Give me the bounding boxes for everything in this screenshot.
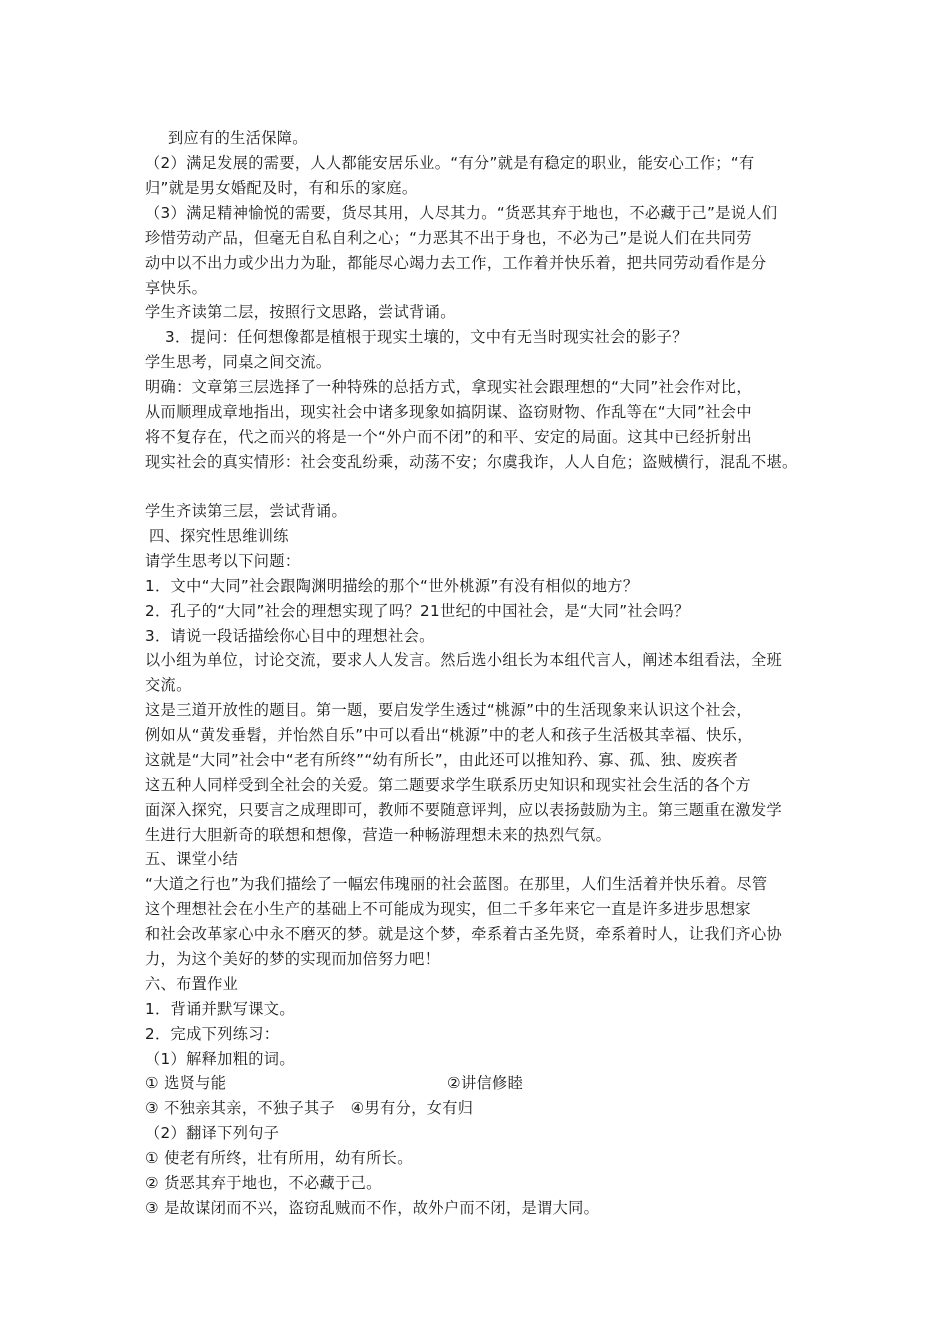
text-line: （3）满足精神愉悦的需要，货尽其用，人尽其力。“货恶其弃于地也，不必藏于己”是说人们 — [145, 204, 778, 222]
text-line: （1）解释加粗的词。 — [145, 1050, 295, 1068]
text-line: 这五种人同样受到全社会的关爱。第二题要求学生联系历史知识和现实社会生活的各个方 — [145, 776, 751, 794]
text-line: 和社会改革家心中永不磨灭的梦。就是这个梦，牵系着古圣先贤，牵系着时人，让我们齐心协 — [145, 925, 783, 943]
text-line: 到应有的生活保障。 — [168, 129, 308, 147]
text-line: 请学生思考以下问题： — [145, 552, 301, 570]
text-line: 面深入探究，只要言之成理即可，教师不要随意评判，应以表扬鼓励为主。第三题重在激发学 — [145, 801, 783, 819]
section-heading: 五、课堂小结 — [145, 850, 239, 868]
text-line: 归”就是男女婚配及时，有和乐的家庭。 — [145, 179, 418, 197]
exercise-item: ③ 不独亲其亲，不独子其子 ④男有分，女有归 — [145, 1099, 474, 1117]
text-line: 3．提问：任何想像都是植根于现实土壤的，文中有无当时现实社会的影子？ — [165, 328, 688, 346]
text-line: 这就是“大同”社会中“老有所终”“幼有所长”，由此还可以推知矜、寡、孤、独、废疾者 — [145, 751, 739, 769]
exercise-item: ① 使老有所终，壮有所用，幼有所长。 — [145, 1149, 413, 1167]
text-line: 交流。 — [145, 676, 192, 694]
section-heading: 六、布置作业 — [145, 975, 239, 993]
text-line: （2）满足发展的需要，人人都能安居乐业。“有分”就是有稳定的职业，能安心工作；“有 — [145, 154, 755, 172]
exercise-item: ② 货恶其弃于地也，不必藏于己。 — [145, 1174, 382, 1192]
text-line: 从而顺理成章地指出，现实社会中诸多现象如搞阴谋、盗窃财物、作乱等在“大同”社会中 — [145, 403, 752, 421]
exercise-item: ②讲信修睦 — [447, 1074, 524, 1092]
text-line: 力，为这个美好的梦的实现而加倍努力吧！ — [145, 950, 441, 968]
text-line: 这是三道开放性的题目。第一题，要启发学生透过“桃源”中的生活现象来认识这个社会， — [145, 701, 752, 719]
text-line: 享快乐。 — [145, 279, 208, 297]
text-line: 明确：文章第三层选择了一种特殊的总括方式，拿现实社会跟理想的“大同”社会作对比， — [145, 378, 752, 396]
text-line: 以小组为单位，讨论交流，要求人人发言。然后选小组长为本组代言人，阐述本组看法，全班 — [145, 651, 783, 669]
text-line: 学生思考，同桌之间交流。 — [145, 353, 332, 371]
text-line: 2．完成下列练习： — [145, 1025, 280, 1043]
text-line: “大道之行也”为我们描绘了一幅宏伟瑰丽的社会蓝图。在那里，人们生活着并快乐着。尽管 — [145, 875, 768, 893]
text-line: 生进行大胆新奇的联想和想像，营造一种畅游理想未来的热烈气氛。 — [145, 826, 612, 844]
text-line: 将不复存在，代之而兴的将是一个“外户而不闭”的和平、安定的局面。这其中已经折射出 — [145, 428, 752, 446]
text-line: 学生齐读第二层，按照行文思路，尝试背诵。 — [145, 303, 456, 321]
text-line: 学生齐读第三层，尝试背诵。 — [145, 502, 347, 520]
exercise-item: ③ 是故谋闭而不兴，盗窃乱贼而不作，故外户而不闭，是谓大同。 — [145, 1199, 600, 1217]
text-line: 2．孔子的“大同”社会的理想实现了吗？21世纪的中国社会，是“大同”社会吗？ — [145, 602, 690, 620]
text-line: 1．背诵并默写课文。 — [145, 1000, 295, 1018]
text-line: 珍惜劳动产品，但毫无自私自利之心；“力恶其不出于身也，不必为己”是说人们在共同劳 — [145, 229, 752, 247]
text-line: 这个理想社会在小生产的基础上不可能成为现实，但二千多年来它一直是许多进步思想家 — [145, 900, 751, 918]
text-line: 现实社会的真实情形：社会变乱纷乘，动荡不安；尔虞我诈，人人自危；盗贼横行，混乱不堪。 — [145, 453, 798, 471]
text-line: 1．文中“大同”社会跟陶渊明描绘的那个“世外桃源”有没有相似的地方？ — [145, 577, 639, 595]
section-heading: 四、探究性思维训练 — [149, 527, 289, 545]
text-line: 例如从“黄发垂髫，并怡然自乐”中可以看出“桃源”中的老人和孩子生活极其幸福、快乐， — [145, 726, 753, 744]
text-line: 动中以不出力或少出力为耻，都能尽心竭力去工作，工作着并快乐着，把共同劳动看作是分 — [145, 254, 767, 272]
text-line: （2）翻译下列句子 — [145, 1124, 280, 1142]
exercise-item: ① 选贤与能 — [145, 1074, 227, 1092]
text-line: 3．请说一段话描绘你心目中的理想社会。 — [145, 627, 435, 645]
